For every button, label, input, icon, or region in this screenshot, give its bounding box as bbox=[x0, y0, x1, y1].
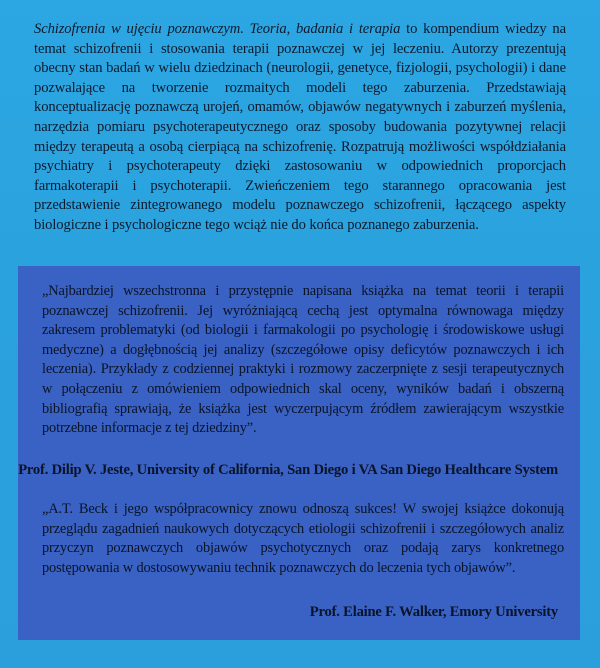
endorsement-panel bbox=[18, 266, 580, 640]
book-description-body: to kompendium wiedzy na temat schizofrenii i stosowania terapii poznawczej w jej leczeniu. Autorzy prezentują obecny stan badań w wielu dziedzinach (neurologii, genetyce, fizjologii, psychologii) i dane pozwalające na tworzenie rozmaitych modeli tego zaburzenia. Przedstawiają konceptualizację poznawczą urojeń, omamów, objawów negatywnych i zaburzeń myślenia, narzędzia pomiaru psychoterapeutycznego oraz sposoby budowania pozytywnej relacji między terapeutą a osobą cierpiącą na schizofrenię. Rozpatrują możliwości współdziałania psychiatry i psychoterapeuty dzięki zastosowaniu w odpowiednich proporcjach farmakoterapii i psychoterapii. Zwieńczeniem tego starannego opracowania jest przedstawienie zintegrowanego modelu poznawczego schizofrenii, łączącego aspekty biologiczne i psychologiczne tego wciąż nie do końca poznanego zaburzenia. bbox=[34, 21, 566, 233]
endorsement-author-1: Prof. Dilip V. Jeste, University of California, San Diego i VA San Diego Healthcare System bbox=[18, 462, 558, 478]
endorsement-author-2: Prof. Elaine F. Walker, Emory University bbox=[309, 604, 558, 620]
book-description bbox=[34, 20, 566, 236]
endorsement-quote-2: „A.T. Beck i jego współpracownicy znowu odnoszą sukces! W swojej książce dokonują przeglądu zagadnień naukowych dotyczących etiologii schizofrenii i szczegółowych analiz przyczyn poznawczych objawów psychotycznych oraz podają zarys konkretnego postępowania w dostosowywaniu technik poznawczych do leczenia tych objawów”. bbox=[42, 501, 564, 576]
endorsement-quote-1: „Najbardziej wszechstronna i przystępnie napisana książka na temat teorii i terapii poznawczej schizofrenii. Jej wyróżniającą cechą jest optymalna równowaga między zakresem problematyki (od biologii i farmakologii po psychologię i środowiskowe usługi medyczne) a dogłębnością jej analizy (szczegółowe opisy deficytów poznawczych i ich leczenia). Przykłady z codziennej praktyki i rozmowy zaczerpnięte z sesji terapeutycznych w połączeniu z omówieniem odpowiednich skal oceny, wyników badań i obszerną bibliografią sprawiają, że książka jest wyczerpującym źródłem zawierającym wszystkie potrzebne informacje z tej dziedziny”. bbox=[42, 283, 564, 437]
book-title-italic: Schizofrenia w ujęciu poznawczym. Teoria, badania i terapia bbox=[34, 21, 401, 37]
